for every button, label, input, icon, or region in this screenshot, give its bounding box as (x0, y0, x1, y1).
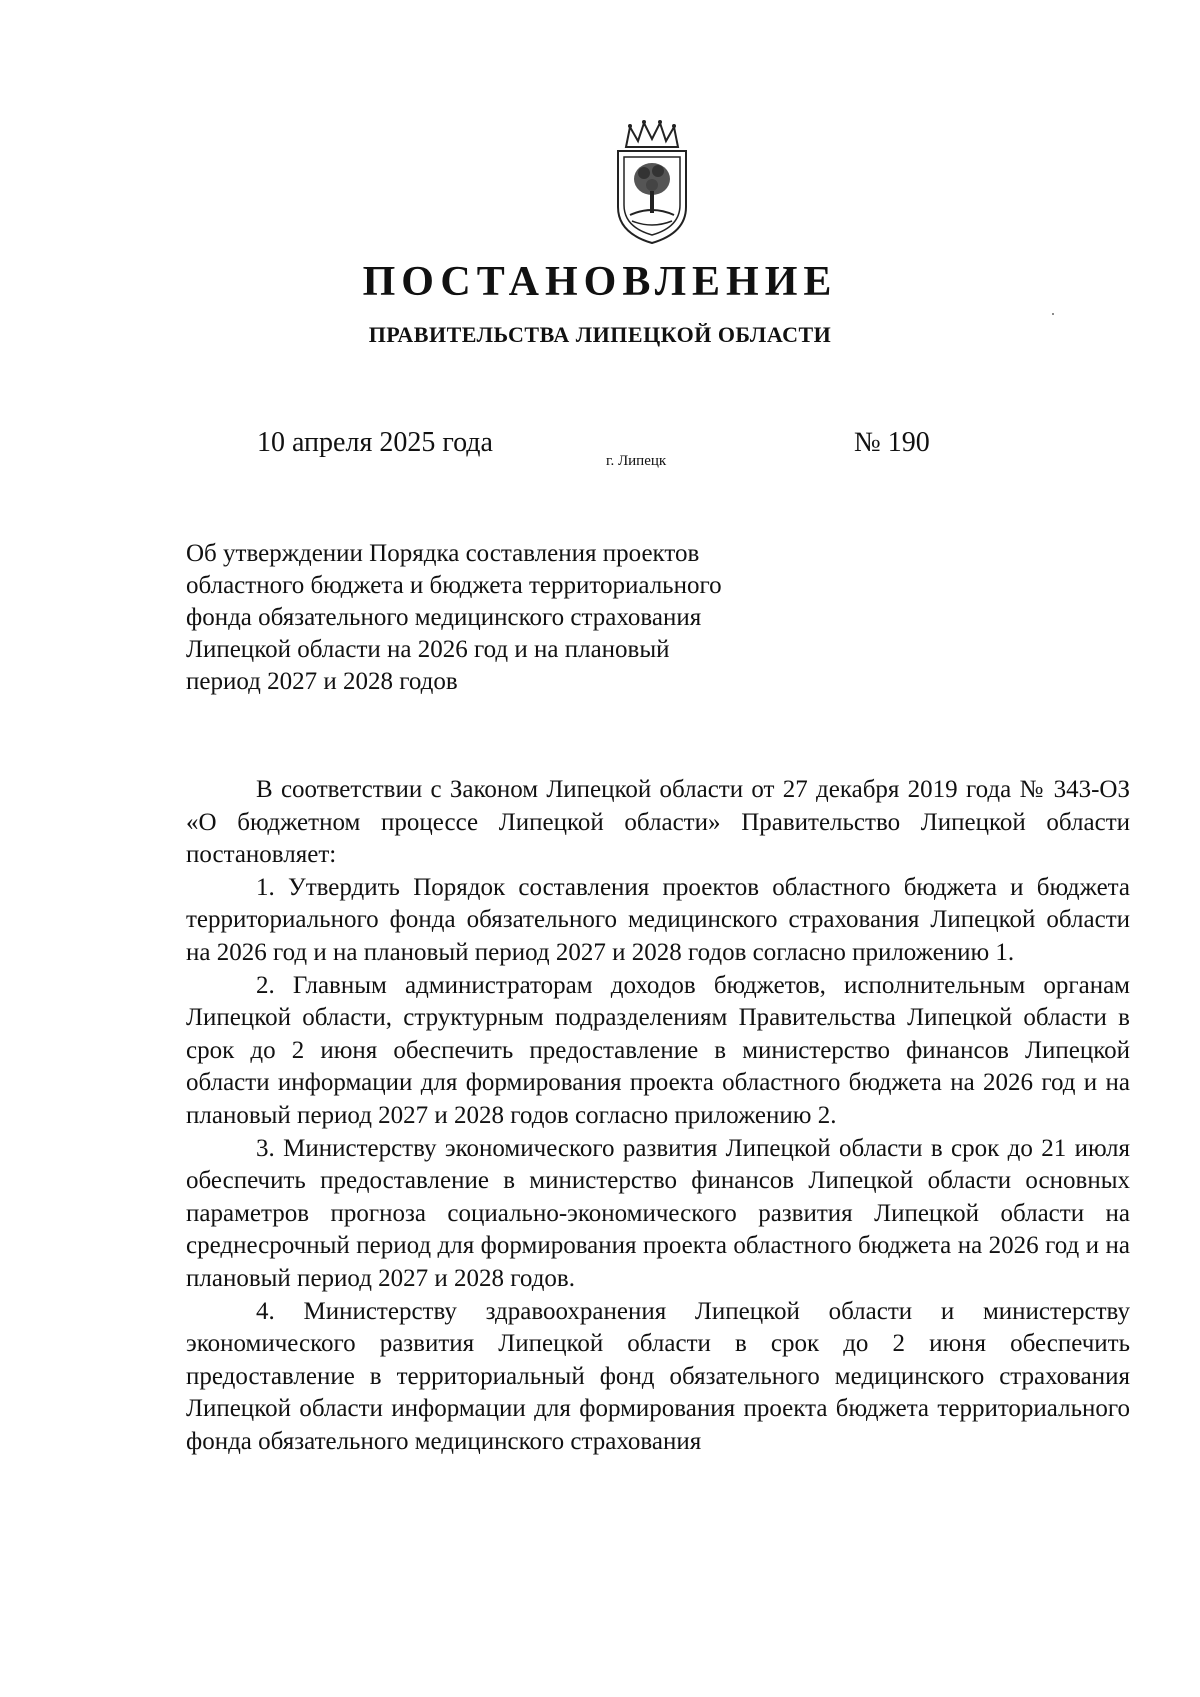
document-number: № 190 (854, 427, 930, 458)
body-paragraph-2: 2. Главным администраторам доходов бюджетов, исполнительным органам Липецкой области, структурным подразделениям Правительства Липецкой области в срок до 2 июня обеспечить предоставление в министерство финансов Липецкой области информации для формирования проекта областного бюджета на 2026 год и на плановый период 2027 и 2028 годов согласно приложению 2. (186, 971, 1130, 1129)
document-city: г. Липецк (606, 453, 667, 469)
body-paragraph-preamble: В соответствии с Законом Липецкой области от 27 декабря 2019 года № 343-ОЗ «О бюджетном процессе Липецкой области» Правительство Липецкой области постановляет: (186, 776, 1130, 869)
document-subject (186, 538, 806, 698)
document-subtitle: ПРАВИТЕЛЬСТВА ЛИПЕЦКОЙ ОБЛАСТИ (368, 322, 832, 347)
document-title: ПОСТАНОВЛЕНИЕ (362, 259, 838, 305)
subject-line: Об утверждении Порядка составления проектов (186, 540, 700, 567)
coat-of-arms-icon (612, 115, 692, 245)
document-body (186, 774, 1130, 1458)
body-paragraph-1: 1. Утвердить Порядок составления проектов областного бюджета и бюджета территориального фонда обязательного медицинского страхования Липецкой области на 2026 год и на плановый период 2027 и 2028 годов согласно приложению 1. (186, 873, 1130, 966)
body-paragraph-3: 3. Министерству экономического развития Липецкой области в срок до 21 июля обеспечить предоставление в министерство финансов Липецкой области основных параметров прогноза социально-экономического развития Липецкой области на среднесрочный период для формирования проекта областного бюджета на 2026 год и на плановый период 2027 и 2028 годов. (186, 1134, 1130, 1292)
coat-of-arms-emblem (612, 115, 692, 245)
subject-line: фонда обязательного медицинского страхования (186, 604, 702, 631)
subject-line: период 2027 и 2028 годов (186, 668, 458, 695)
subject-line: областного бюджета и бюджета территориального (186, 572, 722, 599)
document-date: 10 апреля 2025 года (257, 427, 493, 458)
body-paragraph-4: 4. Министерству здравоохранения Липецкой области и министерству экономического развития Липецкой области в срок до 2 июня обеспечить предоставление в территориальный фонд обязательного медицинского страхования Липецкой области информации для формирования проекта бюджета территориального фонда обязательного медицинского страхования (186, 1297, 1130, 1455)
subject-line: Липецкой области на 2026 год и на плановый (186, 636, 670, 663)
scan-speck (1052, 313, 1054, 315)
